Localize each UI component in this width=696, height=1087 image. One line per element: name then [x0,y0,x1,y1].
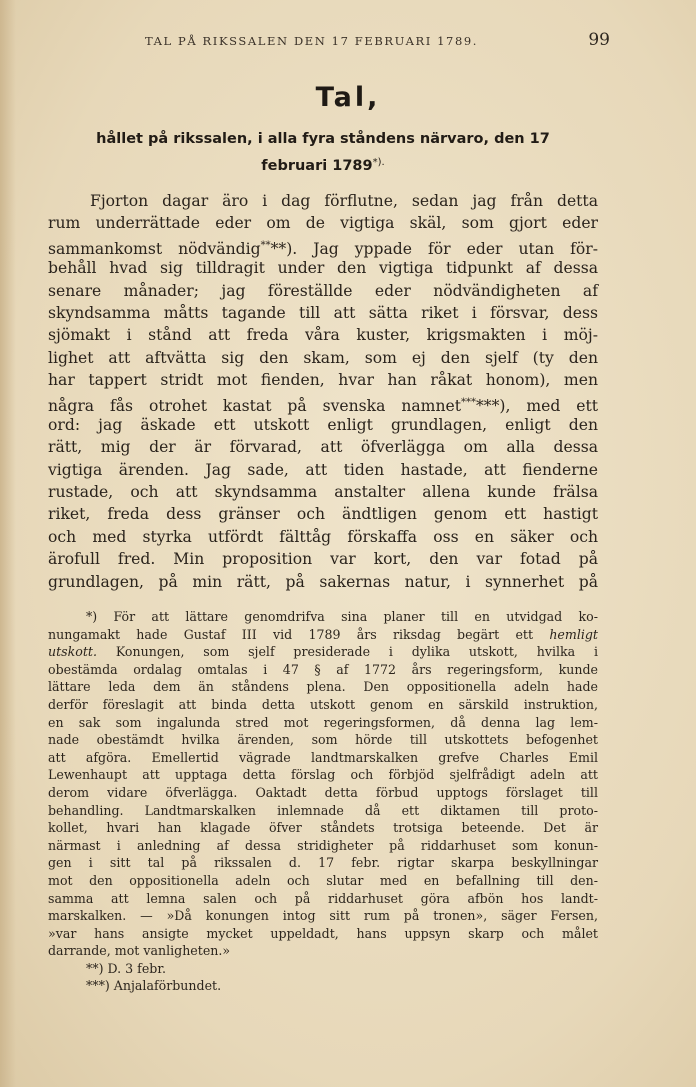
footnote-mark: *** [460,396,476,408]
footnote-line: derför föreslagit att binda detta utskott genom en särskild instruktion, [48,696,598,712]
footnote-line: marskalken. — »Då konungen intog sitt rum på tronen», säger Fersen, [48,908,598,924]
body-line: rum underrättade eder om de vigtiga skäl, som gjort eder [48,214,598,233]
subtitle-line-2: februari 1789 [261,158,373,174]
footnote-line: gen i sitt tal på rikssalen d. 17 febr. rigtar skarpa beskyllningar [48,855,598,871]
body-line: grundlagen, på min rätt, på sakernas natur, i synnerhet på [48,572,598,591]
subtitle-line-1: hållet på rikssalen, i alla fyra ståndens närvaro, den 17 [96,131,550,147]
body-line: lighet att aftvätta sig den skam, som ej den sjelf (ty den [48,348,598,367]
footnote-line-part: nungamakt hade Gustaf III vid 1789 års riksdag begärt ett [48,626,534,642]
footnote-line: darrande, mot vanligheten.» [48,943,231,959]
footnote-line: samma att lemna salen och på riddarhuset göra afbön hos landt- [48,890,598,906]
subtitle-footnote-mark: *). [372,157,385,168]
body-line: rustade, och att skyndsamma anstalter allena kunde frälsa [48,483,598,502]
body-line: riket, freda dess gränser och ändtligen genom ett hastigt [48,505,598,524]
footnote-3: ***) Anjalaförbundet. [86,978,222,994]
footnote-line: mot den oppositionella adeln och slutar med en befallning till den- [48,872,598,888]
footnote-line: obestämda ordalag omtalas i 47 § af 1772 års regeringsform, kunde [48,661,598,677]
footnote-line-part: Konungen, som sjelf presiderade i dylika utskott, hvilka i [115,644,598,660]
footnote-line [48,643,598,661]
footnote-line: närmast i anledning af dessa stridigheter på riddarhuset som konun- [48,837,598,853]
footnote-line: nade obestämdt hvilka ärenden, som hörde till utskottets befogenhet [48,732,598,748]
body-line: har tappert stridt mot fienden, hvar han råkat honom), men [48,371,598,390]
body-line [48,235,598,257]
footnote-italic: hemligt [549,626,598,642]
footnote-2: **) D. 3 febr. [86,960,166,976]
footnote-line [48,626,598,644]
body-line: vigtiga ärenden. Jag sade, att tiden hastade, att fienderne [48,460,598,479]
body-line: ärofull fred. Min proposition var kort, den var fotad på [48,550,598,569]
footnote-italic: utskott. [48,644,97,660]
body-line: ord: jag äskade ett utskott enligt grundlagen, enligt den [48,415,598,434]
footnote-line: kollet, hvari han klagade öfver ståndets trotsiga beteende. Det är [48,820,598,836]
body-line: rätt, mig der är förvarad, att öfverlägga om alla dessa [48,438,598,457]
body-line: Fjorton dagar äro i dag förflutne, sedan jag från detta [90,192,598,210]
main-text [48,190,598,593]
footnote-line: derom vidare öfverlägga. Oaktadt detta förbud upptogs förslaget till [48,784,598,800]
footnote-line: en sak som ingalunda stred mot regeringsformen, då denna lag lem- [48,714,598,730]
body-line: senare månader; jag föreställde eder nödvändigheten af [48,281,598,300]
body-line: och med styrka utfördt fälttåg förskaffa oss en säker och [48,527,598,546]
body-line [48,392,598,414]
footnotes [48,608,598,995]
page-edge-shadow [0,0,16,1087]
footnote-line: »var hans ansigte mycket uppeldadt, hans uppsyn skarp och målet [48,925,598,941]
body-line-part: **). Jag yppade för eder utan för- [270,239,598,258]
body-line: sjömakt i stånd att freda våra kuster, krigsmakten i möj- [48,326,598,345]
speech-title: Tal, [315,82,381,113]
footnote-line: *) För att lättare genomdrifva sina planer till en utvidgad ko- [86,609,598,624]
footnote-line: behandling. Landtmarskalken inlemnade då ett diktamen till proto- [48,802,598,818]
speech-subtitle [48,128,598,178]
body-line-part: ***), med ett [475,396,598,415]
footnote-line: att afgöra. Emellertid vägrade landtmarskalken grefve Charles Emil [48,749,598,765]
running-head: TAL PÅ RIKSSALEN DEN 17 FEBRUARI 1789. [145,34,479,48]
footnote-mark: ** [260,239,271,251]
body-line: skyndsamma måtts tagande till att sätta riket i försvar, dess [48,303,598,322]
footnote-line: lättare leda dem än ståndens plena. Den oppositionella adeln hade [48,679,598,695]
footnote-line: Lewenhaupt att upptaga detta förslag och förbjöd sjelfrådigt adeln att [48,767,598,783]
body-line-part: sammankomst nödvändig [48,239,261,258]
body-line: behåll hvad sig tilldragit under den vigtiga tidpunkt af dessa [48,259,598,278]
page-number: 99 [588,30,610,50]
body-line-part: några fås otrohet kastat på svenska namnet [48,396,461,415]
